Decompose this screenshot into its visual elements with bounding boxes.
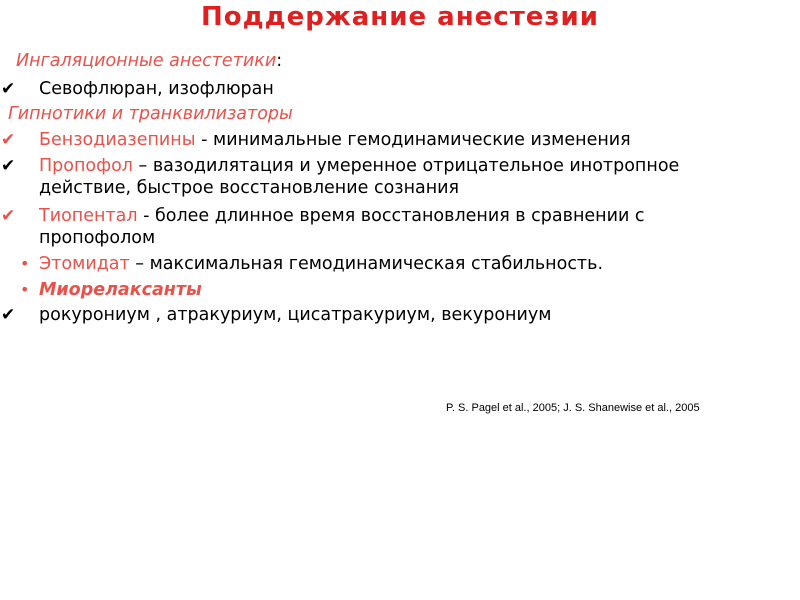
check-icon: ✔ [1, 305, 16, 325]
bullet-icon: • [20, 280, 30, 299]
check-icon: ✔ [1, 206, 16, 226]
list-item-text: Миорелаксанты [39, 280, 202, 300]
heading-hypnotics [8, 103, 293, 125]
list-item-text [39, 253, 603, 275]
citation: P. S. Pagel et al., 2005; J. S. Shanewise et al., 2005 [446, 402, 700, 414]
heading-inhalational-colon: : [276, 51, 283, 71]
check-icon: ✔ [1, 156, 16, 176]
heading-inhalational-label: Ингаляционные анестетики [16, 51, 277, 71]
check-icon: ✔ [1, 130, 16, 150]
drug-description: – вазодилятация и умеренное отрицательное инотропное [132, 156, 680, 176]
drug-description: - более длинное время восстановления в сравнении с [137, 206, 645, 226]
drug-description: - минимальные гемодинамические изменения [195, 130, 631, 150]
list-item-text: рокурониум , атракуриум, цисатракуриум, векурониум [39, 305, 552, 325]
list-item-text [39, 155, 679, 177]
drug-description: пропофолом [39, 228, 156, 248]
list-item-text: Севофлюран, изофлюран [39, 79, 274, 99]
bullet-icon: • [20, 254, 30, 273]
slide-title: Поддержание анестезии [201, 2, 599, 32]
drug-name: Тиопентал [39, 206, 138, 226]
drug-name: Этомидат [39, 254, 130, 274]
heading-inhalational [16, 50, 282, 72]
drug-name: Пропофол [39, 156, 133, 176]
drug-description: действие, быстрое восстановление сознания [39, 178, 460, 198]
check-icon: ✔ [1, 79, 16, 99]
list-item-text [39, 129, 631, 151]
drug-description: – максимальная гемодинамическая стабильность. [129, 254, 604, 274]
drug-name: Бензодиазепины [39, 130, 196, 150]
list-item-text [39, 205, 645, 227]
heading-hypnotics-label: Гипнотики и транквилизаторы [8, 104, 293, 124]
